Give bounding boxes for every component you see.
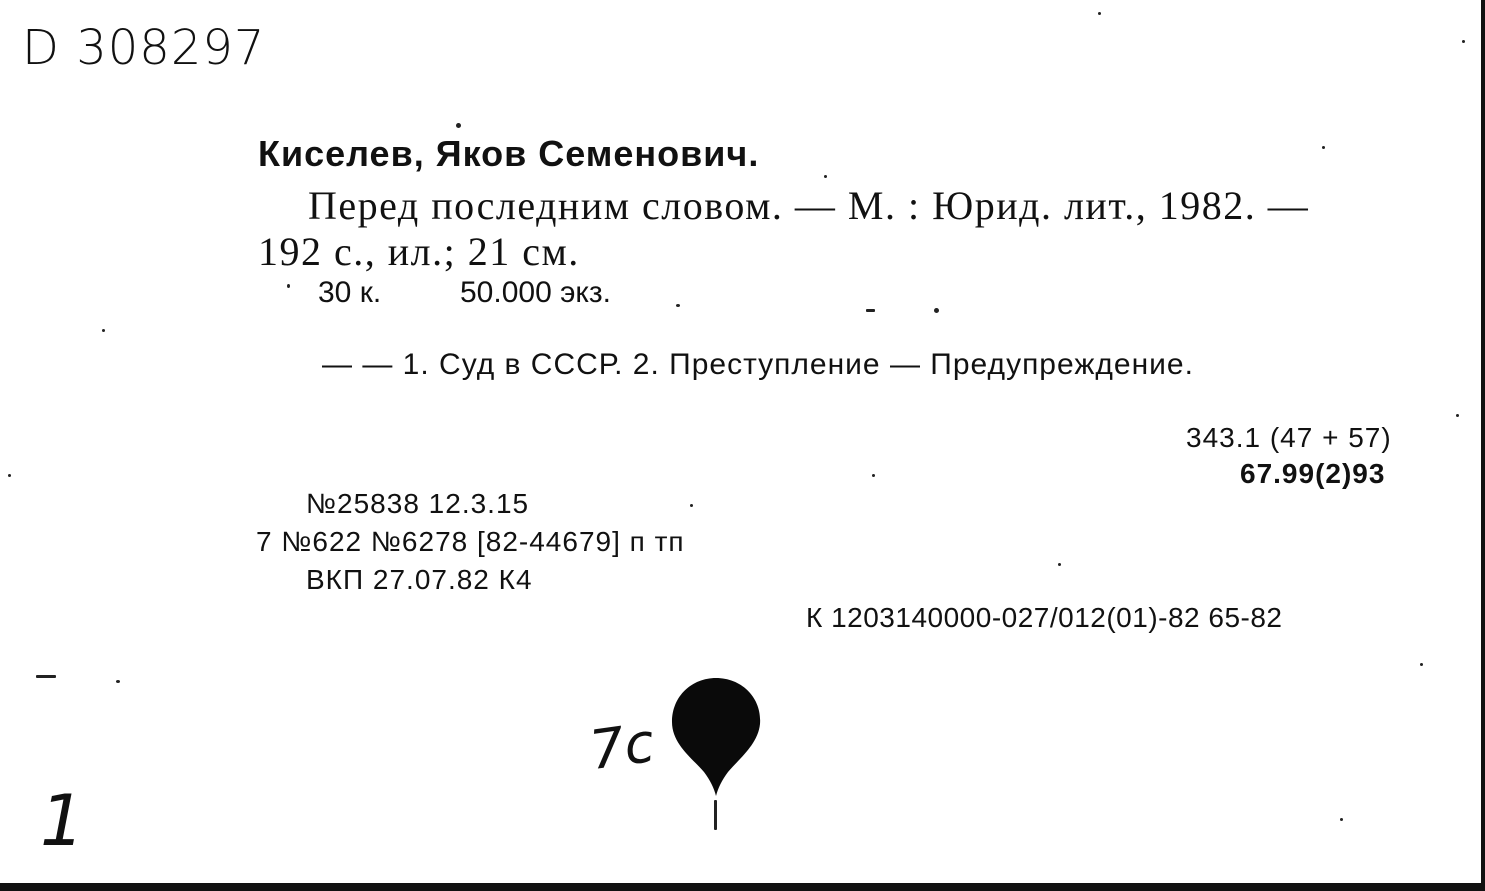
speck bbox=[8, 474, 11, 477]
speck bbox=[36, 675, 56, 678]
speck bbox=[872, 474, 875, 477]
card-edge-bottom bbox=[0, 883, 1485, 891]
publisher-code: К 1203140000-027/012(01)-82 65-82 bbox=[806, 602, 1283, 633]
title-line-2: 192 с., ил.; 21 см. bbox=[258, 229, 580, 274]
handwritten-mark: 7с bbox=[585, 710, 659, 783]
card-edge-right bbox=[1481, 0, 1485, 891]
service-line-3: ВКП 27.07.82 К4 bbox=[306, 564, 533, 595]
speck bbox=[116, 680, 120, 683]
service-line-2: 7 №622 №6278 [82-44679] п тп bbox=[256, 526, 685, 557]
speck bbox=[690, 504, 693, 507]
speck bbox=[1340, 818, 1343, 821]
subject-headings: — — 1. Суд в СССР. 2. Преступление — Предупреждение. bbox=[322, 348, 1194, 381]
udc-index: 343.1 (47 + 57) bbox=[1186, 422, 1392, 453]
bbk-index: 67.99(2)93 bbox=[1240, 458, 1386, 489]
handwritten-number: 1 bbox=[40, 780, 85, 862]
speck bbox=[1058, 563, 1061, 566]
author: Киселев, Яков Семенович. bbox=[258, 133, 760, 174]
inventory-number: D 308297 bbox=[22, 20, 266, 76]
price: 30 к. bbox=[318, 276, 382, 309]
print-run: 50.000 экз. bbox=[460, 276, 611, 309]
title-line-1: Перед последним словом. — М. : Юрид. лит., 1982. — bbox=[308, 183, 1310, 228]
speck bbox=[714, 800, 717, 830]
speck bbox=[1420, 663, 1423, 666]
speck bbox=[824, 175, 827, 178]
speck bbox=[1462, 40, 1465, 43]
speck bbox=[866, 309, 875, 312]
service-line-1: №25838 12.3.15 bbox=[306, 488, 530, 519]
speck bbox=[1456, 414, 1459, 417]
speck bbox=[102, 329, 105, 332]
speck bbox=[934, 308, 939, 313]
speck bbox=[1098, 12, 1101, 15]
ink-blot-icon bbox=[670, 676, 762, 798]
speck bbox=[456, 123, 461, 128]
speck bbox=[1322, 146, 1325, 149]
speck bbox=[676, 304, 680, 307]
speck bbox=[287, 284, 290, 288]
